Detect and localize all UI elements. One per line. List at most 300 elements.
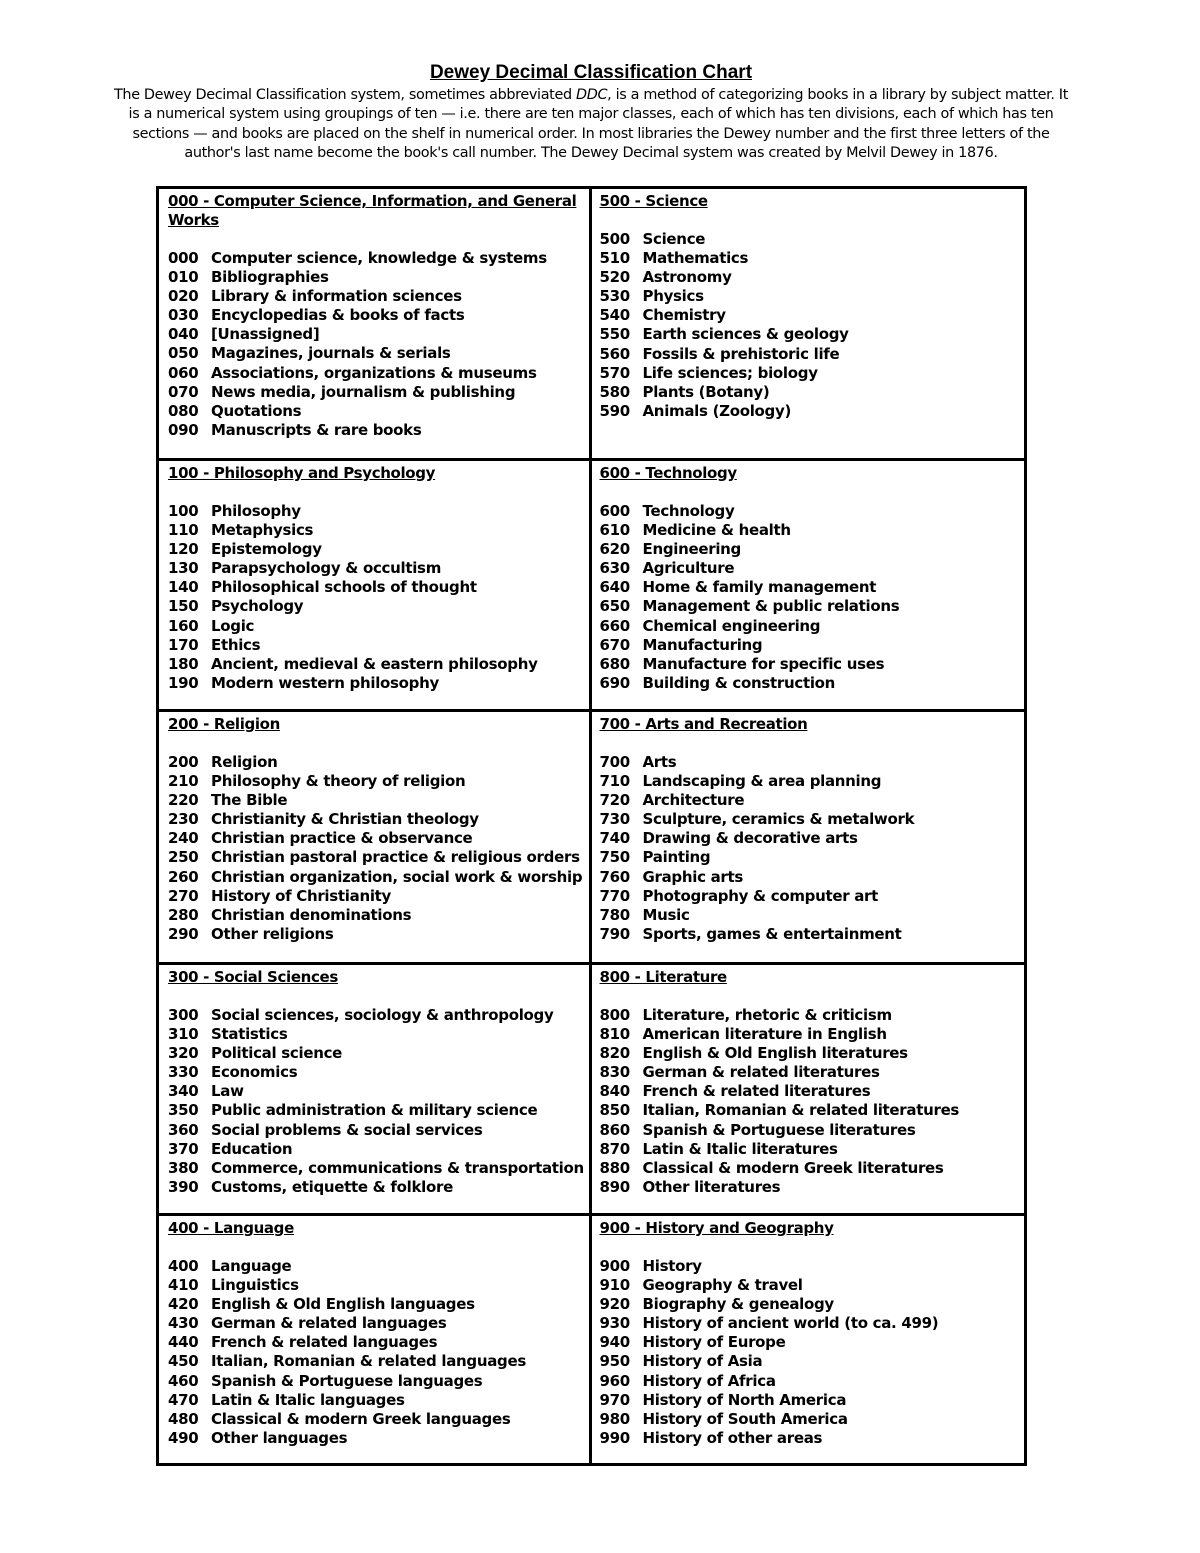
class-heading: 500 - Science (599, 192, 708, 210)
division-code: 860 (599, 1120, 630, 1139)
division-code: 600 (599, 502, 630, 520)
division-label: Language (211, 1257, 292, 1275)
division-entry (168, 1410, 589, 1429)
division-entry (168, 1257, 589, 1276)
division-label: Architecture (642, 791, 745, 810)
division-label: The Bible (211, 791, 288, 810)
division-entry (600, 655, 1025, 674)
division-label: Astronomy (642, 268, 732, 287)
class-heading: 600 - Technology (599, 464, 737, 482)
division-code: 290 (168, 924, 199, 943)
division-label: Philosophical schools of thought (211, 578, 477, 597)
division-entry (168, 1044, 589, 1063)
division-code: 080 (168, 401, 199, 420)
division-entry (168, 1082, 589, 1101)
intro-paragraph (112, 86, 1070, 164)
division-code: 720 (599, 791, 630, 810)
division-code: 370 (168, 1139, 199, 1158)
class-section (592, 189, 1025, 461)
division-code: 550 (599, 325, 630, 344)
division-entry (168, 578, 589, 597)
class-heading: 900 - History and Geography (599, 1219, 834, 1237)
division-entry (168, 1372, 589, 1391)
division-entry (600, 617, 1025, 636)
division-entry (600, 1410, 1025, 1429)
division-entry (600, 306, 1025, 325)
division-code: 270 (168, 886, 199, 905)
division-label: Arts (642, 753, 677, 771)
division-code: 390 (168, 1177, 199, 1196)
division-code: 650 (599, 597, 630, 616)
division-label: Social sciences, sociology & anthropology (211, 1006, 554, 1024)
division-entry (168, 1178, 589, 1197)
division-entry (168, 1006, 589, 1025)
division-label: Photography & computer art (642, 886, 879, 905)
division-entry (168, 287, 589, 306)
division-label: Education (211, 1139, 293, 1158)
division-label: Psychology (211, 597, 304, 616)
division-code: 630 (599, 559, 630, 578)
division-label: Christian denominations (211, 905, 412, 924)
division-label: French & related literatures (642, 1082, 871, 1101)
division-code: 300 (168, 1006, 199, 1024)
division-code: 610 (599, 521, 630, 540)
division-label: Statistics (211, 1025, 288, 1044)
class-heading: 000 - Computer Science, Information, and General Works (168, 192, 577, 229)
division-entry (168, 1295, 589, 1314)
division-entry (168, 617, 589, 636)
division-entry (168, 521, 589, 540)
division-entry (600, 772, 1025, 791)
division-label: Science (642, 230, 706, 248)
division-entry (600, 791, 1025, 810)
division-label: Earth sciences & geology (642, 325, 849, 344)
division-entry (168, 1352, 589, 1371)
class-section (159, 965, 592, 1216)
division-label: Physics (642, 287, 704, 306)
division-entry (600, 1044, 1025, 1063)
division-entry (600, 906, 1025, 925)
division-code: 020 (168, 287, 199, 306)
class-section (159, 712, 592, 965)
division-entry (600, 325, 1025, 344)
division-label: Landscaping & area planning (642, 772, 882, 791)
division-entry (168, 887, 589, 906)
division-label: Philosophy & theory of religion (211, 772, 466, 791)
division-code: 520 (599, 268, 630, 287)
division-label: Chemistry (642, 306, 726, 325)
division-code: 320 (168, 1044, 199, 1063)
division-entry (600, 1257, 1025, 1276)
division-code: 240 (168, 829, 199, 848)
division-label: Ethics (211, 635, 261, 654)
division-label: Technology (642, 502, 735, 520)
division-entry (168, 829, 589, 848)
division-code: 880 (599, 1158, 630, 1177)
division-entry (600, 925, 1025, 944)
division-code: 260 (168, 867, 199, 886)
division-entry (168, 249, 589, 268)
division-entry (600, 521, 1025, 540)
division-code: 250 (168, 848, 199, 867)
division-entry (168, 791, 589, 810)
division-code: 120 (168, 540, 199, 559)
division-entry (168, 1101, 589, 1120)
division-label: Christian organization, social work & worship (211, 867, 583, 886)
division-label: Manuscripts & rare books (211, 420, 422, 439)
division-label: News media, journalism & publishing (211, 382, 516, 401)
division-code: 680 (599, 654, 630, 673)
division-label: Christian practice & observance (211, 829, 473, 848)
division-entry (600, 1429, 1025, 1448)
division-label: Customs, etiquette & folklore (211, 1177, 453, 1196)
division-entry (600, 1295, 1025, 1314)
division-label: History of South America (642, 1409, 848, 1428)
division-entry (600, 287, 1025, 306)
division-code: 500 (599, 230, 630, 248)
division-label: Logic (211, 616, 255, 635)
division-label: French & related languages (211, 1333, 438, 1352)
division-entry (600, 578, 1025, 597)
intro-text-start: The Dewey Decimal Classification system, sometimes abbreviated (113, 87, 576, 103)
division-code: 660 (599, 616, 630, 635)
division-code: 800 (599, 1006, 630, 1024)
division-entry (168, 868, 589, 887)
division-label: Encyclopedias & books of facts (211, 306, 465, 325)
class-heading: 400 - Language (168, 1219, 294, 1237)
division-label: Mathematics (642, 249, 749, 268)
division-code: 960 (599, 1371, 630, 1390)
division-entry (600, 402, 1025, 421)
division-label: Management & public relations (642, 597, 900, 616)
division-entry (600, 597, 1025, 616)
division-entry (168, 364, 589, 383)
class-section (592, 965, 1025, 1216)
division-entry (600, 887, 1025, 906)
division-label: Engineering (642, 540, 741, 559)
division-code: 200 (168, 753, 199, 771)
division-label: Bibliographies (211, 268, 329, 287)
division-label: Other literatures (642, 1177, 781, 1196)
division-entry (600, 1333, 1025, 1352)
division-label: Economics (211, 1063, 298, 1082)
division-code: 900 (599, 1257, 630, 1275)
division-code: 310 (168, 1025, 199, 1044)
division-code: 830 (599, 1063, 630, 1082)
division-label: Sculpture, ceramics & metalwork (642, 810, 915, 829)
division-label: Classical & modern Greek literatures (642, 1158, 944, 1177)
division-code: 870 (599, 1139, 630, 1158)
division-label: Life sciences; biology (642, 363, 818, 382)
division-entry (600, 674, 1025, 693)
division-label: Metaphysics (211, 521, 314, 540)
division-code: 950 (599, 1352, 630, 1371)
class-section (592, 1216, 1025, 1463)
class-heading: 100 - Philosophy and Psychology (168, 464, 436, 482)
division-code: 810 (599, 1025, 630, 1044)
division-code: 470 (168, 1390, 199, 1409)
division-entry (168, 1391, 589, 1410)
division-entry (600, 636, 1025, 655)
intro-abbreviation: DDC (575, 87, 608, 103)
division-label: History of Africa (642, 1371, 776, 1390)
division-code: 110 (168, 521, 199, 540)
division-entry (168, 655, 589, 674)
division-code: 760 (599, 867, 630, 886)
division-label: Manufacturing (642, 635, 763, 654)
class-section (592, 461, 1025, 712)
division-entry (600, 1159, 1025, 1178)
division-code: 840 (599, 1082, 630, 1101)
division-label: History of Europe (642, 1333, 786, 1352)
division-code: 220 (168, 791, 199, 810)
division-entry (600, 753, 1025, 772)
division-label: Spanish & Portuguese literatures (642, 1120, 916, 1139)
division-entry (168, 540, 589, 559)
division-code: 010 (168, 268, 199, 287)
division-entry (600, 1082, 1025, 1101)
division-entry (600, 1372, 1025, 1391)
division-code: 770 (599, 886, 630, 905)
division-code: 400 (168, 1257, 199, 1275)
division-entry (168, 306, 589, 325)
division-code: 050 (168, 344, 199, 363)
division-code: 750 (599, 848, 630, 867)
division-code: 790 (599, 924, 630, 943)
division-label: Italian, Romanian & related languages (211, 1352, 526, 1371)
division-code: 100 (168, 502, 199, 520)
division-entry (600, 1025, 1025, 1044)
division-entry (600, 268, 1025, 287)
division-code: 360 (168, 1120, 199, 1139)
division-label: Chemical engineering (642, 616, 821, 635)
division-code: 090 (168, 420, 199, 439)
division-label: Fossils & prehistoric life (642, 344, 840, 363)
division-code: 700 (599, 753, 630, 771)
division-label: American literature in English (642, 1025, 887, 1044)
division-entry (600, 502, 1025, 521)
division-code: 410 (168, 1276, 199, 1295)
division-entry (600, 1140, 1025, 1159)
division-code: 040 (168, 325, 199, 344)
division-entry (168, 925, 589, 944)
division-entry (600, 383, 1025, 402)
division-label: English & Old English literatures (642, 1044, 908, 1063)
division-label: Linguistics (211, 1276, 299, 1295)
division-entry (600, 1314, 1025, 1333)
division-label: Sports, games & entertainment (642, 924, 902, 943)
class-section (159, 189, 592, 461)
division-entry (600, 810, 1025, 829)
division-label: Public administration & military science (211, 1101, 538, 1120)
division-label: Parapsychology & occultism (211, 559, 442, 578)
division-label: Home & family management (642, 578, 877, 597)
division-code: 590 (599, 401, 630, 420)
intro-text-end: , is a method of categorizing books in a library by subject matter. It is a numerical system using groupings of ten — i.e. there are ten major classes, each of which has ten divisions, each of which has ten sections — and books are placed on the shelf in numerical order. In most libraries the Dewey number and the first three letters of the author's last name become the book's call number. The Dewey Decimal system was created by Melvil Dewey in 1876. (128, 87, 1068, 162)
division-code: 030 (168, 306, 199, 325)
division-entry (600, 1121, 1025, 1140)
division-entry (168, 325, 589, 344)
division-label: Christian pastoral practice & religious orders (211, 848, 580, 867)
division-code: 160 (168, 616, 199, 635)
division-label: German & related languages (211, 1314, 447, 1333)
division-label: Library & information sciences (211, 287, 462, 306)
division-label: History of Asia (642, 1352, 763, 1371)
division-code: 510 (599, 249, 630, 268)
class-section (159, 461, 592, 712)
division-entry (168, 1121, 589, 1140)
division-label: Political science (211, 1044, 343, 1063)
division-entry (600, 230, 1025, 249)
division-label: Commerce, communications & transportation (211, 1158, 584, 1177)
division-label: English & Old English languages (211, 1295, 475, 1314)
division-label: Classical & modern Greek languages (211, 1409, 511, 1428)
class-heading: 800 - Literature (599, 968, 727, 986)
division-code: 450 (168, 1352, 199, 1371)
division-code: 560 (599, 344, 630, 363)
division-label: Latin & Italic languages (211, 1390, 405, 1409)
division-entry (168, 1140, 589, 1159)
division-entry (600, 345, 1025, 364)
division-code: 190 (168, 673, 199, 692)
division-code: 970 (599, 1390, 630, 1409)
division-label: Other religions (211, 924, 334, 943)
division-entry (168, 1159, 589, 1178)
division-code: 150 (168, 597, 199, 616)
division-entry (600, 868, 1025, 887)
division-entry (168, 848, 589, 867)
division-label: History of other areas (642, 1428, 823, 1447)
division-code: 710 (599, 772, 630, 791)
class-heading: 200 - Religion (168, 715, 280, 733)
class-section (159, 1216, 592, 1463)
division-code: 210 (168, 772, 199, 791)
division-label: History (642, 1257, 702, 1275)
division-entry (600, 559, 1025, 578)
division-code: 380 (168, 1158, 199, 1177)
division-label: German & related literatures (642, 1063, 880, 1082)
division-label: Drawing & decorative arts (642, 829, 858, 848)
division-entry (168, 810, 589, 829)
division-code: 570 (599, 363, 630, 382)
division-label: Graphic arts (642, 867, 744, 886)
division-code: 990 (599, 1428, 630, 1447)
division-entry (168, 502, 589, 521)
division-entry (600, 1063, 1025, 1082)
division-label: Law (211, 1082, 244, 1101)
division-label: Magazines, journals & serials (211, 344, 451, 363)
division-label: Epistemology (211, 540, 322, 559)
division-label: Biography & genealogy (642, 1295, 834, 1314)
division-label: Ancient, medieval & eastern philosophy (211, 654, 538, 673)
division-code: 850 (599, 1101, 630, 1120)
division-code: 280 (168, 905, 199, 924)
division-code: 670 (599, 635, 630, 654)
division-label: Social problems & social services (211, 1120, 483, 1139)
division-label: Animals (Zoology) (642, 401, 792, 420)
division-label: History of North America (642, 1390, 847, 1409)
division-entry (168, 1025, 589, 1044)
division-code: 480 (168, 1409, 199, 1428)
division-code: 070 (168, 382, 199, 401)
division-entry (600, 249, 1025, 268)
page-title: Dewey Decimal Classification Chart (429, 62, 753, 83)
division-entry (168, 906, 589, 925)
division-entry (168, 753, 589, 772)
division-entry (600, 1391, 1025, 1410)
division-label: Associations, organizations & museums (211, 363, 537, 382)
division-code: 580 (599, 382, 630, 401)
division-label: Geography & travel (642, 1276, 803, 1295)
division-entry (600, 1276, 1025, 1295)
division-code: 740 (599, 829, 630, 848)
division-label: Building & construction (642, 673, 836, 692)
division-code: 490 (168, 1428, 199, 1447)
division-entry (168, 674, 589, 693)
division-label: Other languages (211, 1428, 348, 1447)
division-entry (168, 1063, 589, 1082)
division-label: Agriculture (642, 559, 735, 578)
division-code: 420 (168, 1295, 199, 1314)
division-code: 440 (168, 1333, 199, 1352)
division-label: Christianity & Christian theology (211, 810, 479, 829)
division-label: Music (642, 905, 690, 924)
division-code: 350 (168, 1101, 199, 1120)
division-code: 340 (168, 1082, 199, 1101)
division-label: Modern western philosophy (211, 673, 439, 692)
division-code: 530 (599, 287, 630, 306)
division-code: 730 (599, 810, 630, 829)
division-label: History of ancient world (to ca. 499) (642, 1314, 939, 1333)
division-entry (600, 848, 1025, 867)
division-entry (600, 1178, 1025, 1197)
division-label: Philosophy (211, 502, 301, 520)
division-label: Quotations (211, 401, 302, 420)
division-code: 890 (599, 1177, 630, 1196)
division-code: 940 (599, 1333, 630, 1352)
class-section (592, 712, 1025, 965)
division-code: 910 (599, 1276, 630, 1295)
division-entry (168, 1276, 589, 1295)
division-entry (168, 772, 589, 791)
division-label: History of Christianity (211, 886, 392, 905)
division-entry (168, 421, 589, 440)
division-entry (168, 268, 589, 287)
division-entry (168, 1314, 589, 1333)
division-code: 780 (599, 905, 630, 924)
class-heading: 700 - Arts and Recreation (599, 715, 808, 733)
classification-grid (156, 186, 1027, 1466)
division-entry (600, 829, 1025, 848)
division-code: 000 (168, 249, 199, 267)
division-label: [Unassigned] (211, 325, 320, 344)
division-label: Italian, Romanian & related literatures (642, 1101, 960, 1120)
division-code: 460 (168, 1371, 199, 1390)
division-entry (600, 540, 1025, 559)
division-entry (600, 1101, 1025, 1120)
division-code: 640 (599, 578, 630, 597)
division-code: 620 (599, 540, 630, 559)
division-entry (168, 597, 589, 616)
division-entry (600, 1352, 1025, 1371)
division-code: 820 (599, 1044, 630, 1063)
division-entry (168, 383, 589, 402)
division-label: Literature, rhetoric & criticism (642, 1006, 892, 1024)
division-code: 130 (168, 559, 199, 578)
division-label: Plants (Botany) (642, 382, 770, 401)
division-code: 930 (599, 1314, 630, 1333)
division-entry (168, 1333, 589, 1352)
